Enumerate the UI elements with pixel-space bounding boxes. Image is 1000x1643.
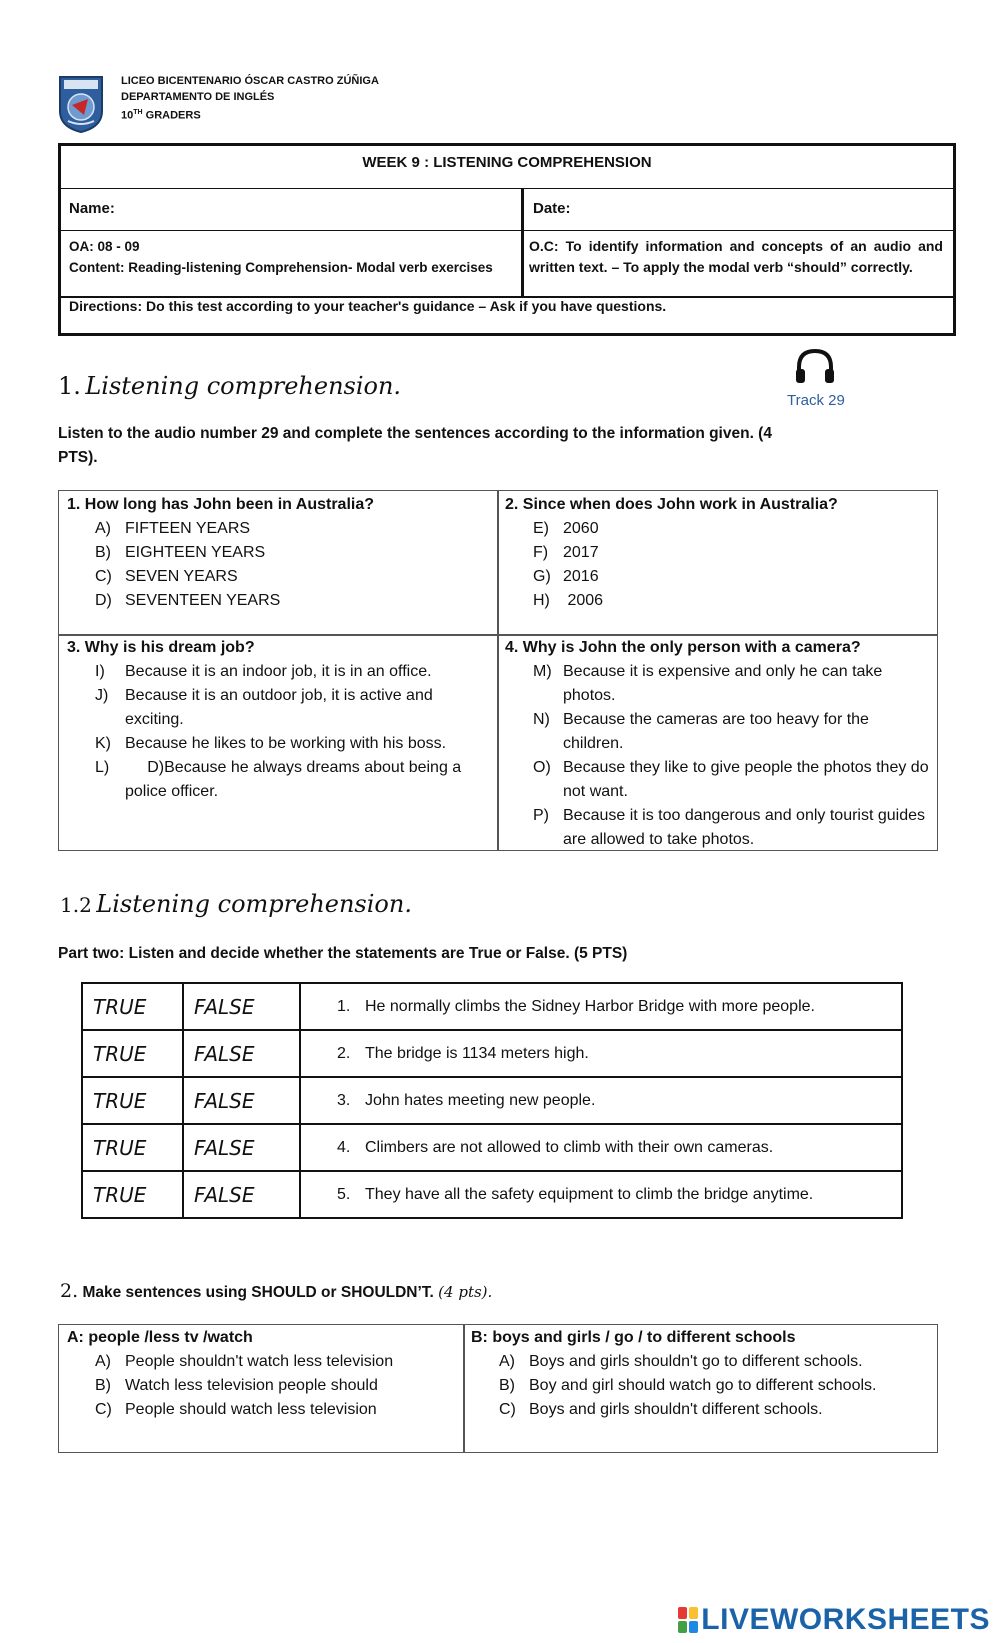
option-g[interactable]: G) 2016 <box>533 568 599 585</box>
option-c[interactable]: C) People should watch less television <box>95 1401 377 1418</box>
statement: 4. Climbers are not allowed to climb with their own cameras. <box>300 1124 902 1171</box>
section2-points: (4 pts). <box>438 1283 493 1301</box>
date-field[interactable]: Date: <box>533 200 571 217</box>
option-j[interactable]: J) Because it is an outdoor job, it is active and exciting. <box>95 687 433 728</box>
school-info <box>121 73 379 124</box>
worksheet-header-box <box>58 143 956 336</box>
false-option[interactable]: FALSE <box>183 1030 300 1077</box>
department-name: DEPARTAMENTO DE INGLÉS <box>121 91 275 103</box>
false-option[interactable]: FALSE <box>183 983 300 1030</box>
oa-label: OA: 08 - 09 <box>69 239 140 254</box>
brand-text: LIVEWORKSHEETS <box>701 1603 990 1636</box>
objectives-row <box>61 230 953 297</box>
school-name: LICEO BICENTENARIO ÓSCAR CASTRO ZÚÑIGA <box>121 75 379 87</box>
question-3: 3. Why is his dream job? I) Because it is an indoor job, it is in an office. J) Because it is an outdoor job, it is active and exciting. K) Because he likes to be working with his boss. L) D)Because he always dreams about being a police officer. <box>67 636 489 804</box>
option-c[interactable]: C) Boys and girls shouldn't different schools. <box>499 1401 823 1418</box>
statement: 1. He normally climbs the Sidney Harbor Bridge with more people. <box>300 983 902 1030</box>
content-label: Content: Reading-listening Comprehension- Modal verb exercises <box>69 260 493 275</box>
question-4: 4. Why is John the only person with a camera? M) Because it is expensive and only he can take photos. N) Because the cameras are too heavy for the children. O) Because they like to give people the photos they do not want. P) Because it is too dangerous and only tourist guides are allowed to take photos. <box>505 636 929 852</box>
liveworksheets-logo-icon <box>678 1607 698 1633</box>
statement: 2. The bridge is 1134 meters high. <box>300 1030 902 1077</box>
section2-number: 2. <box>60 1280 79 1302</box>
section2-instruction: Make sentences using SHOULD or SHOULDN’T. <box>82 1284 434 1301</box>
option-p[interactable]: P) Because it is too dangerous and only tourist guides are allowed to take photos. <box>533 807 926 848</box>
option-h[interactable]: H) 2006 <box>533 592 604 609</box>
false-option[interactable]: FALSE <box>183 1171 300 1218</box>
true-false-table <box>81 982 903 1219</box>
objective-text: O.C: To identify information and concepts of an audio and written text. – To apply the modal verb “should” correctly. <box>529 238 943 275</box>
table-row <box>82 1171 902 1218</box>
section12-number: 1.2 <box>60 893 92 917</box>
question-2: 2. Since when does John work in Australia? E) 2060 F) 2017 G) 2016 H) 2006 <box>505 493 929 613</box>
true-option[interactable]: TRUE <box>82 1171 183 1218</box>
true-option[interactable]: TRUE <box>82 1124 183 1171</box>
table-row <box>82 1124 902 1171</box>
worksheet-title: WEEK 9 : LISTENING COMPREHENSION <box>61 146 953 189</box>
name-field[interactable]: Name: <box>69 200 115 217</box>
section1-heading <box>58 372 401 400</box>
oa-content <box>69 236 517 278</box>
false-option[interactable]: FALSE <box>183 1124 300 1171</box>
option-l[interactable]: L) D)Because he always dreams about being a police officer. <box>95 759 466 800</box>
option-a[interactable]: A) FIFTEEN YEARS <box>95 520 251 537</box>
option-f[interactable]: F) 2017 <box>533 544 599 561</box>
option-a[interactable]: A) Boys and girls shouldn't go to different schools. <box>499 1353 863 1370</box>
should-group-b: B: boys and girls / go / to different schools A) Boys and girls shouldn't go to different schools. B) Boy and girl should watch go to different schools. C) Boys and girls shouldn't different schools. <box>471 1326 933 1422</box>
option-e[interactable]: E) 2060 <box>533 520 599 537</box>
liveworksheets-brand[interactable] <box>678 1603 990 1637</box>
directions: Directions: Do this test according to your teacher's guidance – Ask if you have questions. <box>69 298 667 314</box>
table-row <box>82 1077 902 1124</box>
statement: 3. John hates meeting new people. <box>300 1077 902 1124</box>
section1-number: 1. <box>58 372 81 400</box>
true-option[interactable]: TRUE <box>82 983 183 1030</box>
should-grid <box>58 1324 938 1453</box>
school-crest-icon <box>58 75 104 133</box>
option-o[interactable]: O) Because they like to give people the photos they do not want. <box>533 759 929 800</box>
option-m[interactable]: M) Because it is expensive and only he can take photos. <box>533 663 883 704</box>
statement: 5. They have all the safety equipment to climb the bridge anytime. <box>300 1171 902 1218</box>
true-option[interactable]: TRUE <box>82 1030 183 1077</box>
directions-divider <box>58 296 956 298</box>
header-divider <box>521 188 524 296</box>
name-date-row <box>61 188 953 231</box>
option-b[interactable]: B) Boy and girl should watch go to different schools. <box>499 1377 877 1394</box>
option-k[interactable]: K) Because he likes to be working with his boss. <box>95 735 447 752</box>
section2-heading <box>60 1280 492 1302</box>
option-c[interactable]: C) SEVEN YEARS <box>95 568 238 585</box>
option-a[interactable]: A) People shouldn't watch less television <box>95 1353 394 1370</box>
section1-instruction: Listen to the audio number 29 and complete the sentences according to the information given. (4 PTS). <box>58 425 772 466</box>
section12-instruction: Part two: Listen and decide whether the statements are True or False. (5 PTS) <box>58 945 628 962</box>
should-group-a: A: people /less tv /watch A) People shouldn't watch less television B) Watch less television people should C) People should watch less television <box>67 1326 457 1422</box>
option-i[interactable]: I) Because it is an indoor job, it is in an office. <box>95 663 432 680</box>
option-n[interactable]: N) Because the cameras are too heavy for the children. <box>533 711 869 752</box>
option-b[interactable]: B) EIGHTEEN YEARS <box>95 544 266 561</box>
track-label: Track 29 <box>787 392 845 409</box>
false-option[interactable]: FALSE <box>183 1077 300 1124</box>
grade-label: 10TH GRADERS <box>121 109 201 122</box>
section12-heading <box>60 890 412 918</box>
headphones-icon[interactable] <box>794 347 836 390</box>
section1-title: Listening comprehension. <box>85 372 402 400</box>
table-row <box>82 983 902 1030</box>
option-d[interactable]: D) SEVENTEEN YEARS <box>95 592 281 609</box>
question-grid <box>58 490 938 851</box>
true-option[interactable]: TRUE <box>82 1077 183 1124</box>
section12-title: Listening comprehension. <box>96 890 412 918</box>
option-b[interactable]: B) Watch less television people should <box>95 1377 378 1394</box>
question-1: 1. How long has John been in Australia? A) FIFTEEN YEARS B) EIGHTEEN YEARS C) SEVEN YEARS D) SEVENTEEN YEARS <box>67 493 489 613</box>
table-row <box>82 1030 902 1077</box>
